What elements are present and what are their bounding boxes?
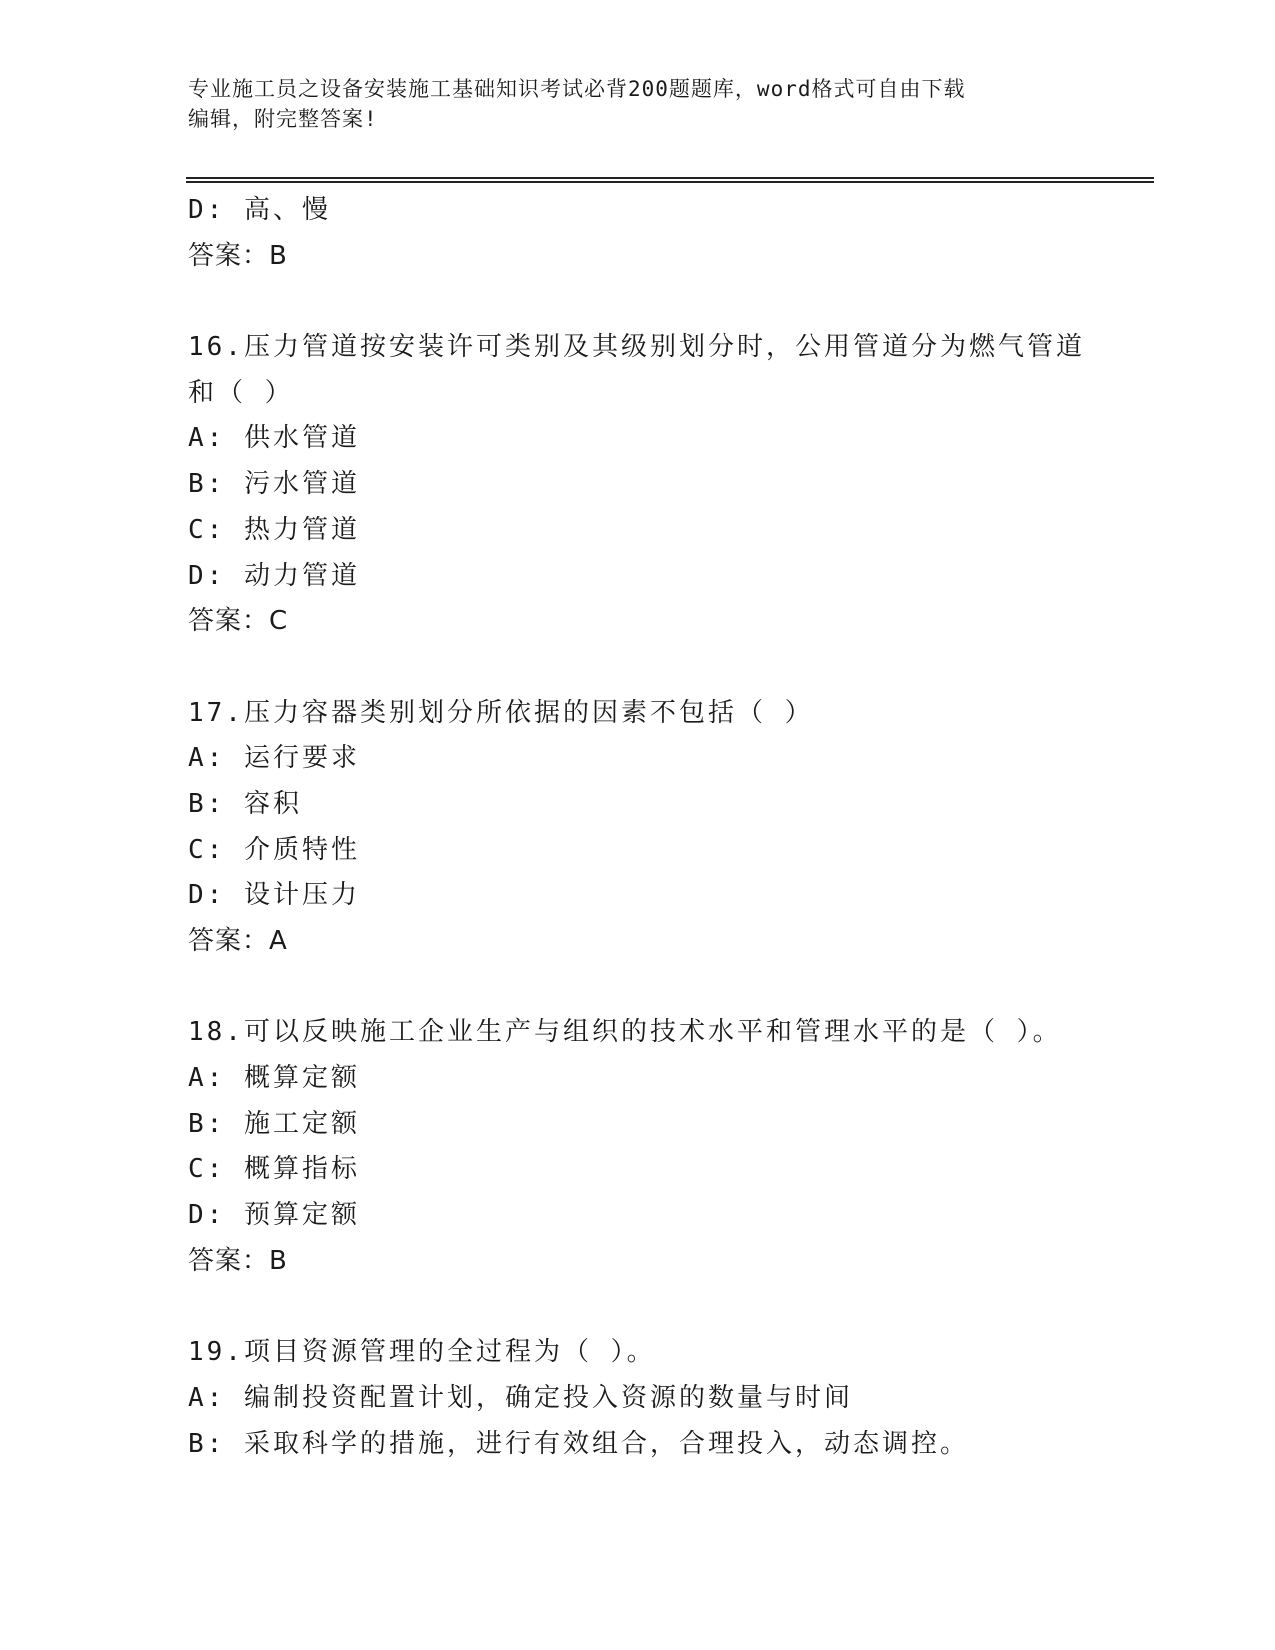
q17-option-b: B: 容积 bbox=[188, 788, 302, 819]
q18-stem: 18.可以反映施工企业生产与组织的技术水平和管理水平的是（ ）。 bbox=[188, 1017, 1062, 1048]
q18-option-d: D: 预算定额 bbox=[188, 1200, 360, 1231]
q18-option-a: A: 概算定额 bbox=[188, 1063, 360, 1094]
header-line-1: 专业施工员之设备安装施工基础知识考试必背200题题库，word格式可自由下载 bbox=[188, 77, 966, 101]
q16-stem-line-1: 16.压力管道按安装许可类别及其级别划分时，公用管道分为燃气管道 bbox=[188, 332, 1085, 363]
spacer bbox=[188, 965, 1148, 1011]
document-header bbox=[188, 74, 1088, 134]
spacer bbox=[188, 1285, 1148, 1331]
q16-answer: 答案：C bbox=[188, 606, 289, 637]
q18-answer: 答案：B bbox=[188, 1245, 288, 1276]
q16-option-b: B: 污水管道 bbox=[188, 469, 360, 500]
q17-option-d: D: 设计压力 bbox=[188, 880, 360, 911]
q17-stem: 17.压力容器类别划分所依据的因素不包括（ ） bbox=[188, 697, 814, 728]
q16-option-c: C: 热力管道 bbox=[188, 514, 360, 545]
q15-option-d: D: 高、慢 bbox=[188, 195, 331, 225]
spacer bbox=[188, 645, 1148, 691]
header-divider-bottom bbox=[186, 181, 1154, 183]
q16-option-a: A: 供水管道 bbox=[188, 423, 360, 454]
q16-stem-line-2: 和（ ） bbox=[188, 377, 294, 408]
spacer bbox=[188, 279, 1148, 325]
q18-option-c: C: 概算指标 bbox=[188, 1154, 360, 1185]
q16-option-d: D: 动力管道 bbox=[188, 560, 360, 591]
q19-stem: 19.项目资源管理的全过程为（ ）。 bbox=[188, 1337, 656, 1368]
question-list bbox=[188, 188, 1148, 1467]
q17-option-a: A: 运行要求 bbox=[188, 743, 360, 774]
q19-option-a: A: 编制投资配置计划，确定投入资源的数量与时间 bbox=[188, 1382, 853, 1413]
q18-option-b: B: 施工定额 bbox=[188, 1108, 360, 1139]
q17-option-c: C: 介质特性 bbox=[188, 834, 360, 865]
q17-answer: 答案：A bbox=[188, 926, 288, 956]
q15-answer: 答案：B bbox=[188, 240, 288, 271]
header-line-2: 编辑，附完整答案! bbox=[188, 107, 378, 131]
q19-option-b: B: 采取科学的措施，进行有效组合，合理投入，动态调控。 bbox=[188, 1428, 969, 1459]
header-divider-top bbox=[186, 177, 1154, 179]
